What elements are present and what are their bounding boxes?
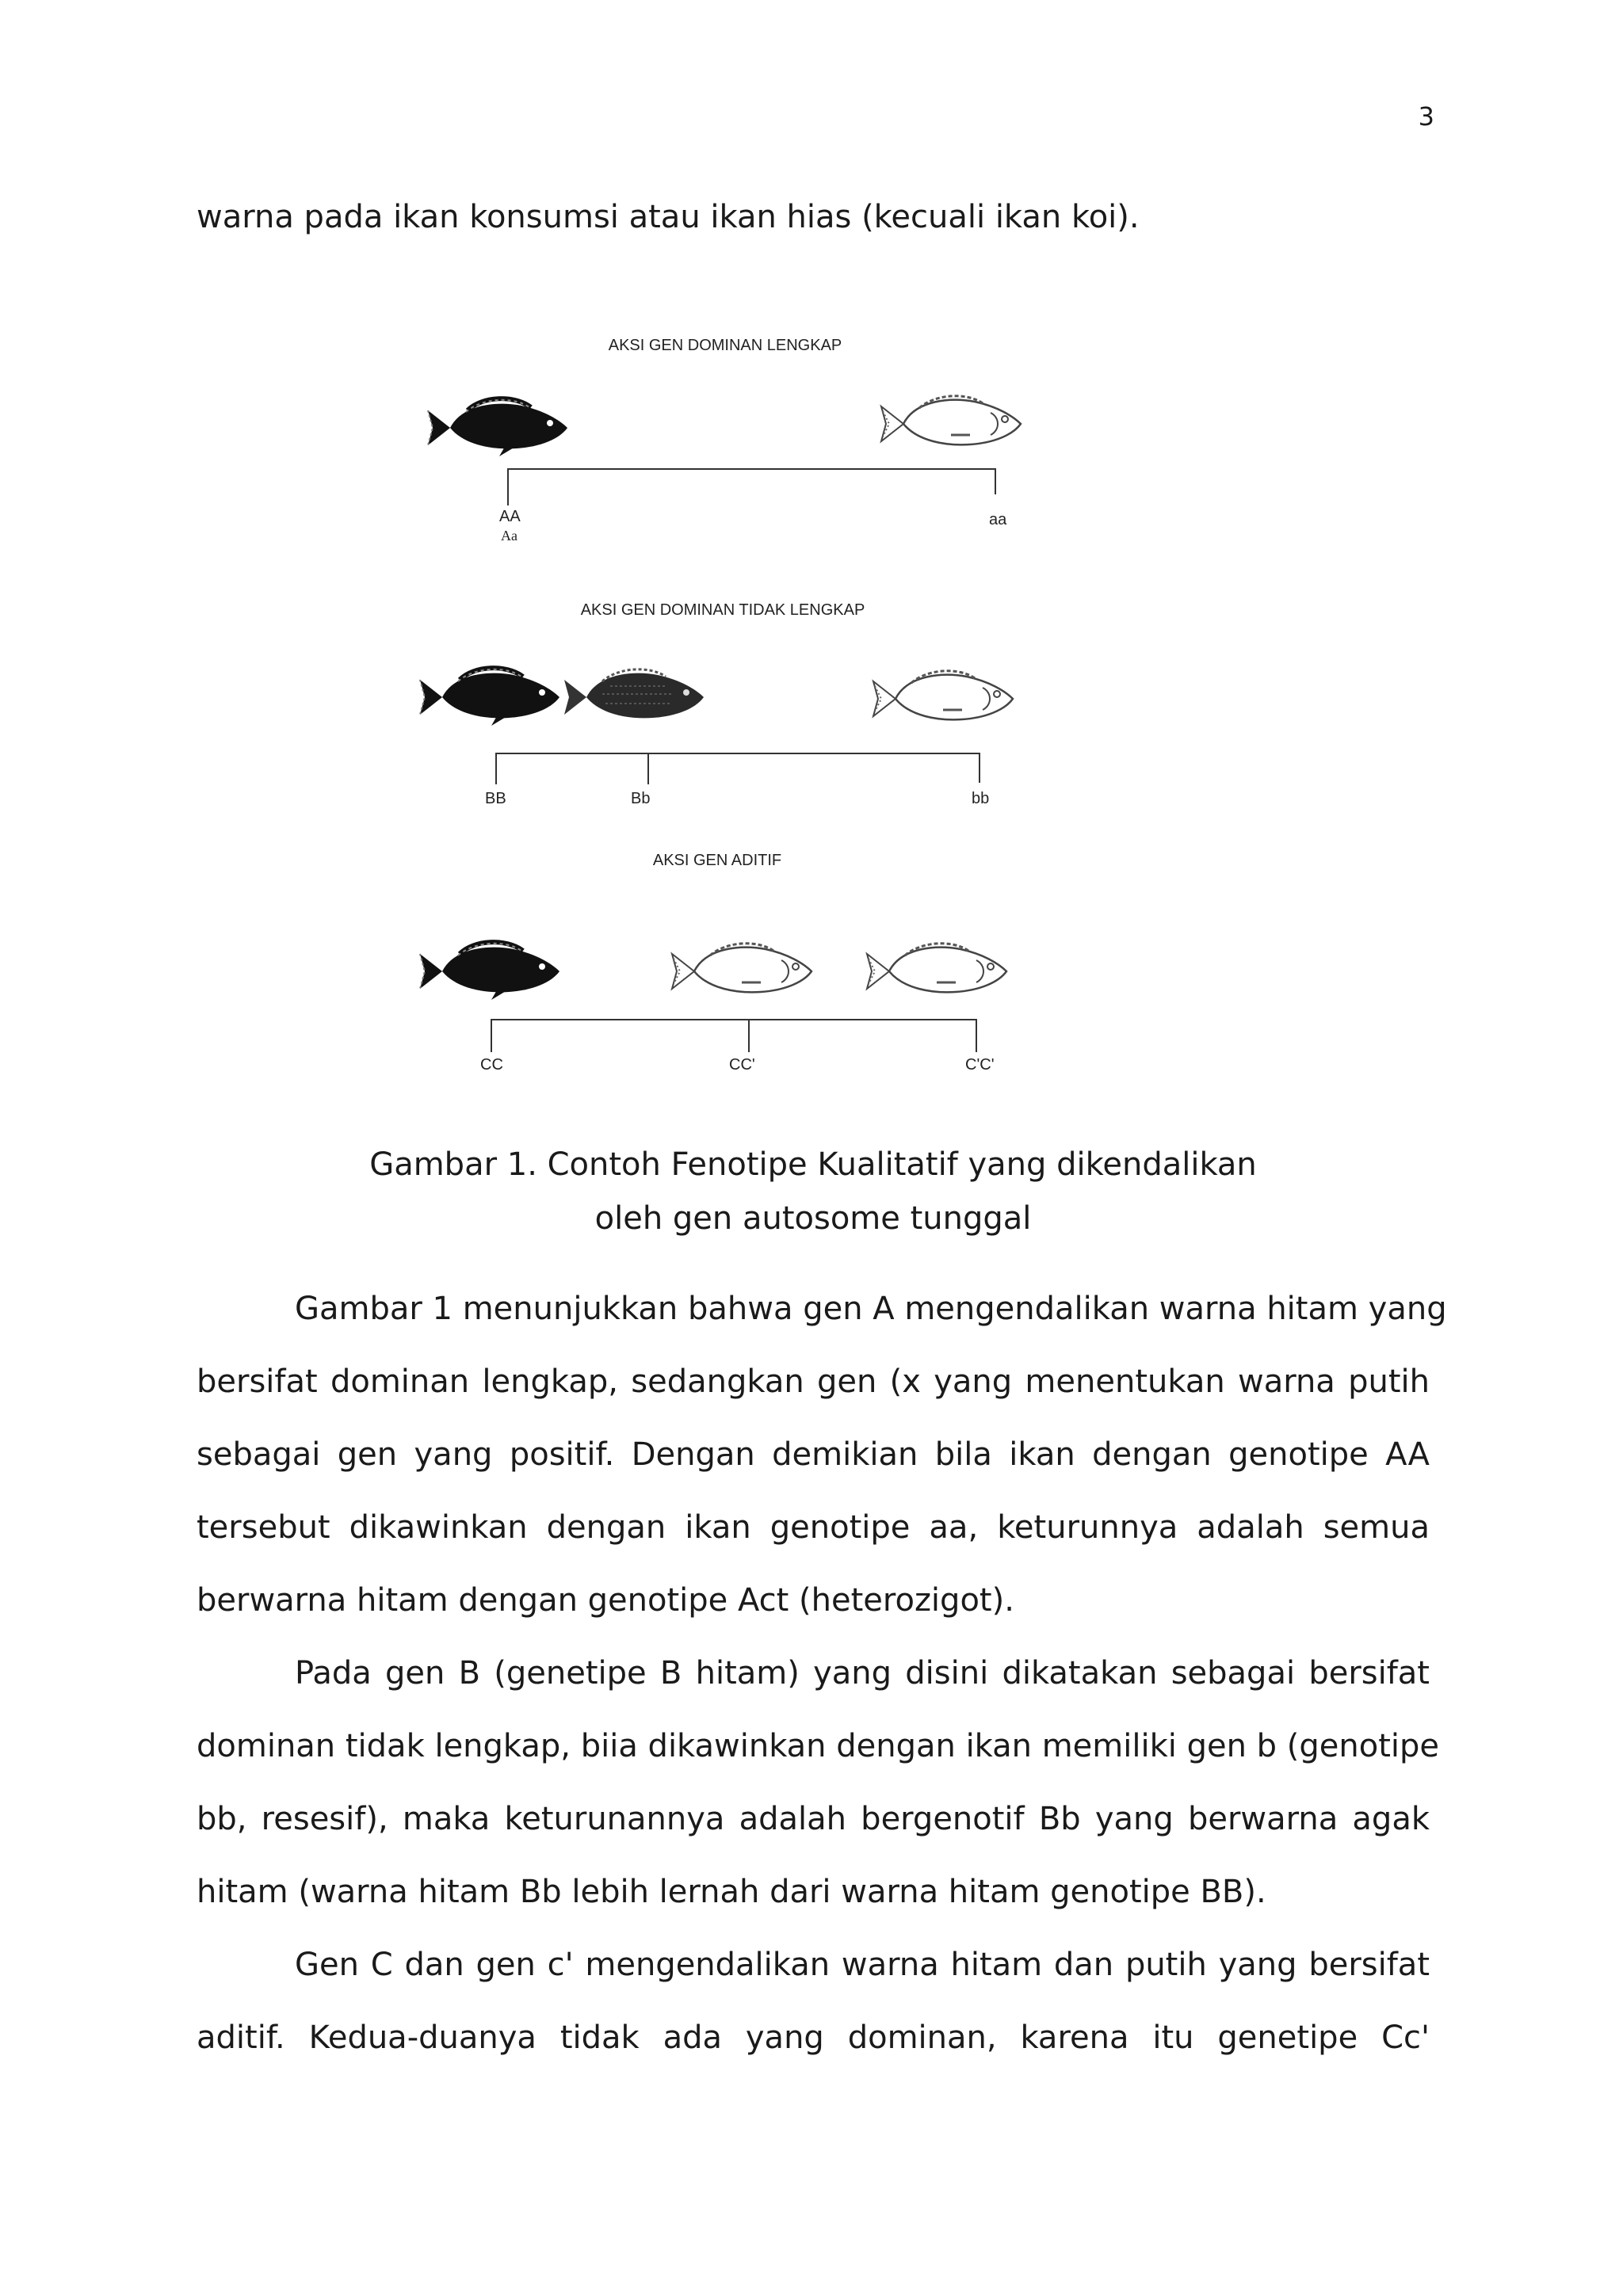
fish-black-icon <box>420 942 559 1000</box>
connector-line <box>491 1020 976 1052</box>
genotype-label-Aa: Aa <box>501 528 517 543</box>
section-title-dominan-tidak-lengkap: AKSI GEN DOMINAN TIDAK LENGKAP <box>580 601 865 619</box>
paragraph-2-line-2: dominan tidak lengkap, biia dikawinkan dengan ikan memiliki gen b (genotipe <box>197 1728 1439 1764</box>
fish-white-icon <box>881 396 1021 445</box>
paragraph-2-line-1: Pada gen B (genetipe B hitam) yang disini dikatakan sebagai bersifat <box>295 1655 1430 1691</box>
genotype-label-CC-prime: CC' <box>729 1056 755 1074</box>
figure-caption-line-2: oleh gen autosome tunggal <box>594 1200 1032 1237</box>
genotype-label-C-prime-C-prime: C'C' <box>965 1056 995 1074</box>
fish-black-icon <box>428 399 567 456</box>
paragraph-1-line-2: bersifat dominan lengkap, sedangkan gen (x yang menentukan warna putih <box>197 1363 1430 1400</box>
paragraph-1-line-5: berwarna hitam dengan genotipe Act (heterozigot). <box>197 1582 1014 1619</box>
paragraph-3-line-2: aditif. Kedua-duanya tidak ada yang dominan, karena itu genetipe Cc' <box>197 2019 1430 2056</box>
fish-dark-icon <box>564 669 704 719</box>
genotype-label-aa: aa <box>989 511 1007 528</box>
section-title-aditif: AKSI GEN ADITIF <box>652 852 782 869</box>
genotype-label-AA: AA <box>499 508 521 525</box>
paragraph-2-line-4: hitam (warna hitam Bb lebih lernah dari warna hitam genotipe BB). <box>197 1874 1266 1910</box>
paragraph-2-line-3: bb, resesif), maka keturunannya adalah bergenotif Bb yang berwarna agak <box>197 1801 1430 1837</box>
page-number: 3 <box>1418 101 1434 132</box>
connector-line <box>508 469 995 505</box>
fish-black-icon <box>420 668 559 726</box>
genotype-label-CC: CC <box>480 1056 503 1074</box>
figure-gene-actions <box>412 317 1062 1085</box>
fish-white-icon <box>867 944 1006 993</box>
fish-white-icon <box>873 671 1013 720</box>
intro-line: warna pada ikan konsumsi atau ikan hias (kecuali ikan koi). <box>197 199 1140 235</box>
connector-line <box>496 753 980 784</box>
paragraph-3-line-1: Gen C dan gen c' mengendalikan warna hitam dan putih yang bersifat <box>295 1947 1430 1983</box>
fish-white-icon <box>672 944 812 993</box>
figure-caption-line-1: Gambar 1. Contoh Fenotipe Kualitatif yang dikendalikan <box>369 1146 1257 1183</box>
genotype-label-BB: BB <box>485 790 506 807</box>
paragraph-1-line-3: sebagai gen yang positif. Dengan demikian bila ikan dengan genotipe AA <box>197 1436 1430 1473</box>
genotype-label-Bb: Bb <box>631 790 651 807</box>
paragraph-1-line-4: tersebut dikawinkan dengan ikan genotipe aa, keturunnya adalah semua <box>197 1509 1430 1546</box>
genotype-label-bb: bb <box>972 790 990 807</box>
section-title-dominan-lengkap: AKSI GEN DOMINAN LENGKAP <box>608 337 842 354</box>
paragraph-1-line-1: Gambar 1 menunjukkan bahwa gen A mengendalikan warna hitam yang <box>295 1291 1447 1327</box>
